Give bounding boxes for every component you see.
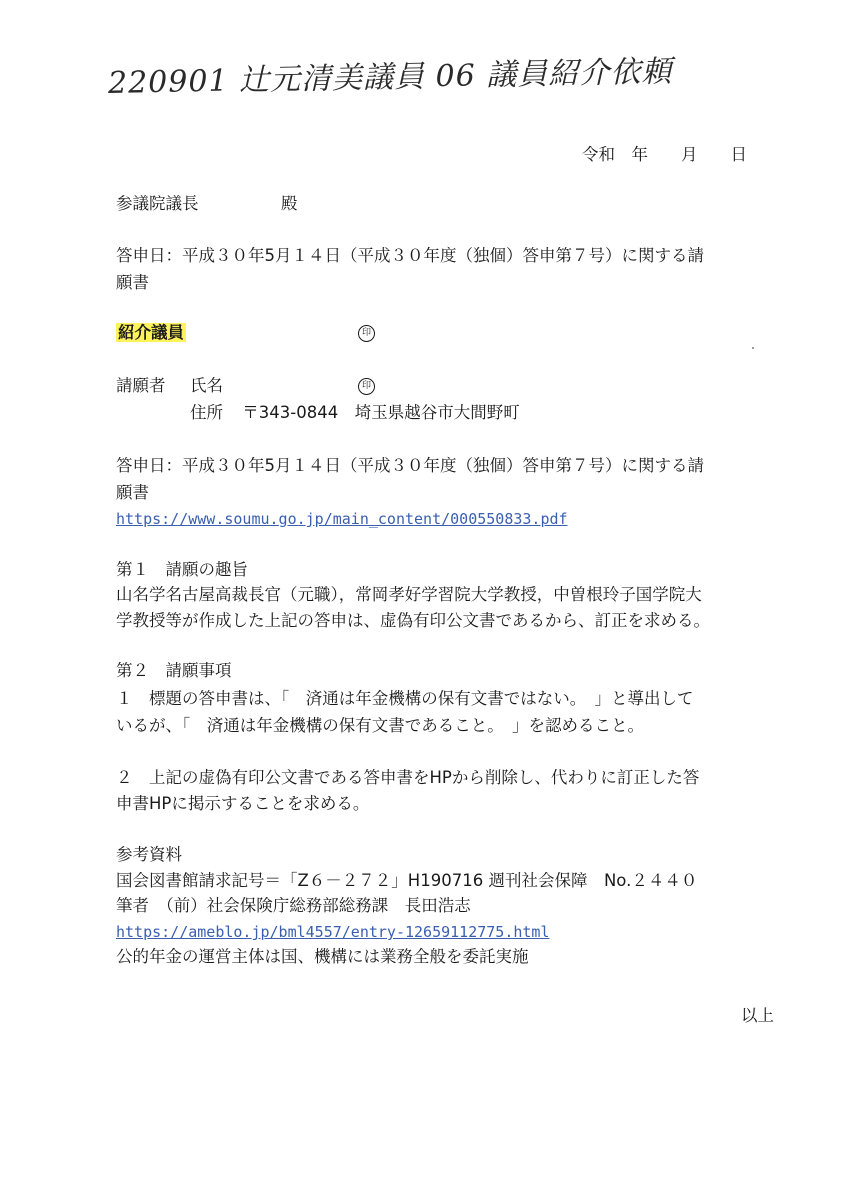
section2-item2-line-2: 申書HPに掲示することを求める。 (116, 794, 370, 813)
subject-line-2: 願書 (116, 273, 149, 292)
section2-item2-line-1: ２ 上記の虚偽有印公文書である答申書をHPから削除し、代わりに訂正した答 (116, 768, 700, 787)
section2-heading: 第２ 請願事項 (116, 661, 232, 680)
petitioner-row (116, 375, 371, 397)
date-line: 令和 年 月 日 (582, 145, 747, 164)
reference-heading: 参考資料 (116, 845, 182, 864)
section1-heading: 第１ 請願の趣旨 (116, 560, 248, 579)
address-row (190, 402, 520, 424)
seal-stamp-icon-2: 印 (358, 378, 375, 395)
reference-line-2: 筆者 （前）社会保険庁総務部総務課 長田浩志 (116, 896, 471, 915)
subject2-line-2: 願書 (116, 483, 149, 502)
address-label: 住所 (190, 403, 223, 422)
name-label: 氏名 (190, 376, 223, 395)
reference-line-1: 国会図書館請求記号＝「Z６－２７２」H190716 週刊社会保障 No.２４４０ (116, 871, 698, 890)
address-value: 〒343-0844 埼玉県越谷市大間野町 (242, 403, 520, 422)
petitioner-label: 請願者 (116, 376, 166, 395)
ameblo-link[interactable]: https://ameblo.jp/bml4557/entry-12659112775.html (116, 923, 550, 941)
section1-line-1: 山名学名古屋高裁長官（元職），常岡孝好学習院大学教授，中曽根玲子国学院大 (116, 585, 702, 604)
subject2-line-1: 答申日：平成３０年5月１４日（平成３０年度（独個）答申第７号）に関する請 (116, 456, 704, 475)
scan-speck (752, 347, 754, 349)
ameblo-link-row (116, 921, 549, 943)
reference-line-3: 公的年金の運営主体は国、機構には業務全般を委託実施 (116, 947, 529, 966)
closing-mark: 以上 (741, 1006, 774, 1025)
section1-line-2: 学教授等が作成した上記の答申は、虚偽有印公文書であるから、訂正を求める。 (116, 611, 710, 630)
section2-item1-line-2: いるが、「 済通は年金機構の保有文書であること。 」を認めること。 (116, 716, 644, 735)
introducer-row (116, 322, 371, 344)
soumu-pdf-link[interactable]: https://www.soumu.go.jp/main_content/000550833.pdf (116, 510, 568, 528)
soumu-link-row (116, 508, 568, 530)
seal-stamp-icon: 印 (358, 325, 375, 342)
handwritten-note: 220901 辻元清美議員 06 議員紹介依頼 (107, 54, 673, 101)
addressee: 参議院議長 殿 (116, 194, 298, 213)
section2-item1-line-1: １ 標題の答申書は、「 済通は年金機構の保有文書ではない。 」と導出して (116, 689, 694, 708)
introducer-label: 紹介議員 (118, 323, 184, 342)
subject-line-1: 答申日：平成３０年5月１４日（平成３０年度（独個）答申第７号）に関する請 (116, 246, 704, 265)
